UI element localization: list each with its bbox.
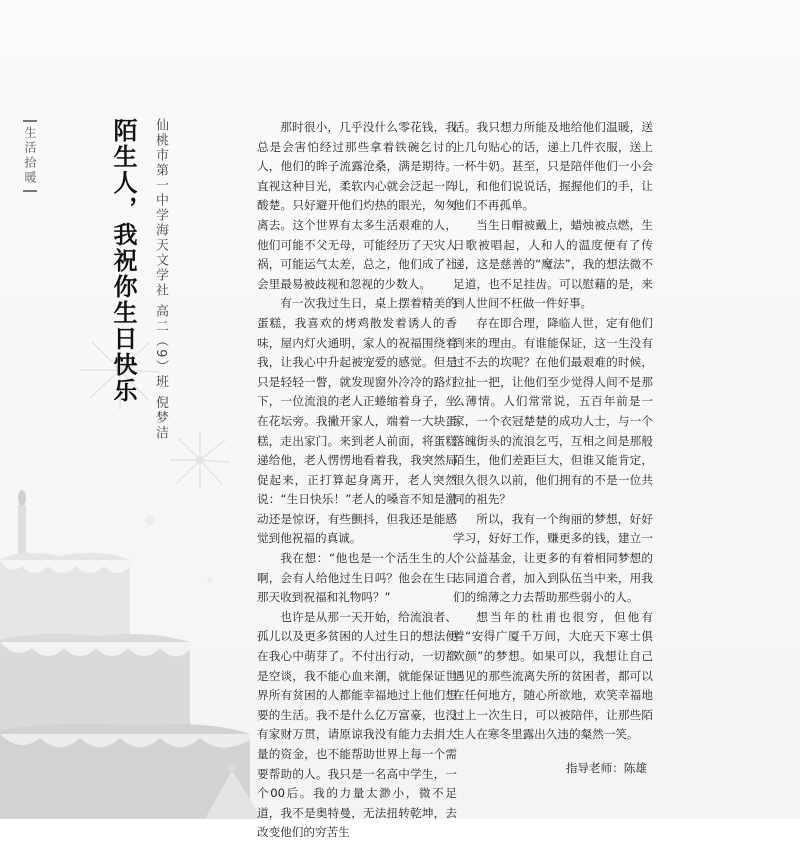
article-byline: 仙桃市第一中学海天文学社 高二（9）班 倪梦洁 [153, 118, 168, 441]
paragraph: 有一次我过生日，桌上摆着精美的蛋糕，我喜欢的烤鸡散发着诱人的香味，屋内灯火通明，家人的祝福围绕着我，让我心中升起被宠爱的感觉。但是只是轻轻一瞥，就发现窗外冷冷的路灯下，一位流浪的老人正蜷缩着身子，坐在花坛旁。我撇开家人，端着一大块蛋糕，走出家门。来到老人前面，将蛋糕递给他，老人愣愣地看着我，我突然局促起来，正打算起身离开，老人突然说：“生日快乐！”老人的嗓音不知是激动还是惊讶，有些颤抖，但我还是能感觉到他祝福的真诚。 [257, 296, 457, 546]
section-tag-label: 生活拾暖 [23, 126, 37, 186]
section-tag-bottom-bar [23, 190, 37, 192]
section-tag [22, 116, 38, 196]
article-title: 陌生人，我祝你生日快乐 [109, 118, 138, 404]
section-tag-top-bar [23, 120, 37, 122]
cake-shape [0, 490, 262, 819]
paragraph: 当生日帽被戴上，蜡烛被点燃，生日歌被唱起，人和人的温度便有了传递，这是慈善的“魔法”，我的想法微不足道，也不足挂齿。可以慰藉的是，来到人世间不枉做一件好事。 [453, 217, 653, 311]
paragraph: 想当年的杜甫也很穷，但他有着“安得广厦千万间，大庇天下寒士俱欢颜”的梦想。如果可以，我想让自己遇见的那些流离失所的贫困者，都可以在任何地方，随心所欲地，欢笑幸福地过上一次生日，可以被陪伴，让那些陌生人在寒冬里露出久违的粲然一笑。 [453, 609, 653, 742]
paragraph: 也许是从那一天开始，给流浪者、孤儿以及更多贫困的人过生日的想法便在我心中萌芽了。不付出行动，一切都是空谈，我不能心血来潮，就能保证世界所有贫困的人都能幸福地过上他们想要的生活。我不是什么亿万富豪，也没有家财万贯，请原谅我没有能力去捐大量的资金，也不能帮助世界上每一个需要帮助的人。我只是一名高中学生，一个00后。我的力量太渺小，微不足道，我不是奥特曼，无法扭转乾坤，去改变他们的穷苦生 [257, 609, 457, 840]
paragraph: 存在即合理，降临人世，定有他们到来的理由。有谁能保证，这一生没有过不去的坎呢？在他们最艰难的时候，拉扯一把，让他们至少觉得人间不是那么薄情。人们常常说，五百年前是一家，一个衣冠楚楚的成功人士，与一个落魄街头的流浪乞丐，互相之间是那般陌生，他们差距巨大，但谁又能肯定，很久很久以前，他们拥有的不是一位共同的祖先？ [453, 315, 653, 507]
article-column-2 [453, 118, 653, 779]
paragraph: 那时很小，几乎没什么零花钱，我总是会害怕经过那些拿着铁碗乞讨的人，他们的眸子流露沧桑，满是期待。直视这种目光，柔软内心就会泛起一阵酸楚。只好避开他们灼热的眼光，匆匆离去。这个世界有太多生活艰难的人，他们可能不父无母，可能经历了天灾人祸，可能运气太差，总之，他们成了社会里最易被歧视和忽视的少数人。 [257, 120, 457, 291]
article-column-1 [257, 118, 457, 843]
paragraph: 所以，我有一个绚丽的梦想，好好学习，好好工作，赚更多的钱，建立一个公益基金，让更多的有着相同梦想的志同道合者，加入到队伍当中来，用我们的绵薄之力去帮助那些弱小的人。 [453, 511, 653, 605]
paragraph: 我在想：“他也是一个活生生的人啊，会有人给他过生日吗？他会在生日那天收到祝福和礼物吗？” [257, 551, 457, 605]
advisor-signature: 指导老师：陈雄 [565, 761, 647, 775]
paragraph-continued: 活。我只想力所能及地给他们温暖，送上几句贴心的话，递上几件衣服，送上一杯牛奶。甚至，只是陪伴他们一小会儿，和他们说说话，握握他们的手，让他们不再孤单。 [453, 120, 653, 213]
